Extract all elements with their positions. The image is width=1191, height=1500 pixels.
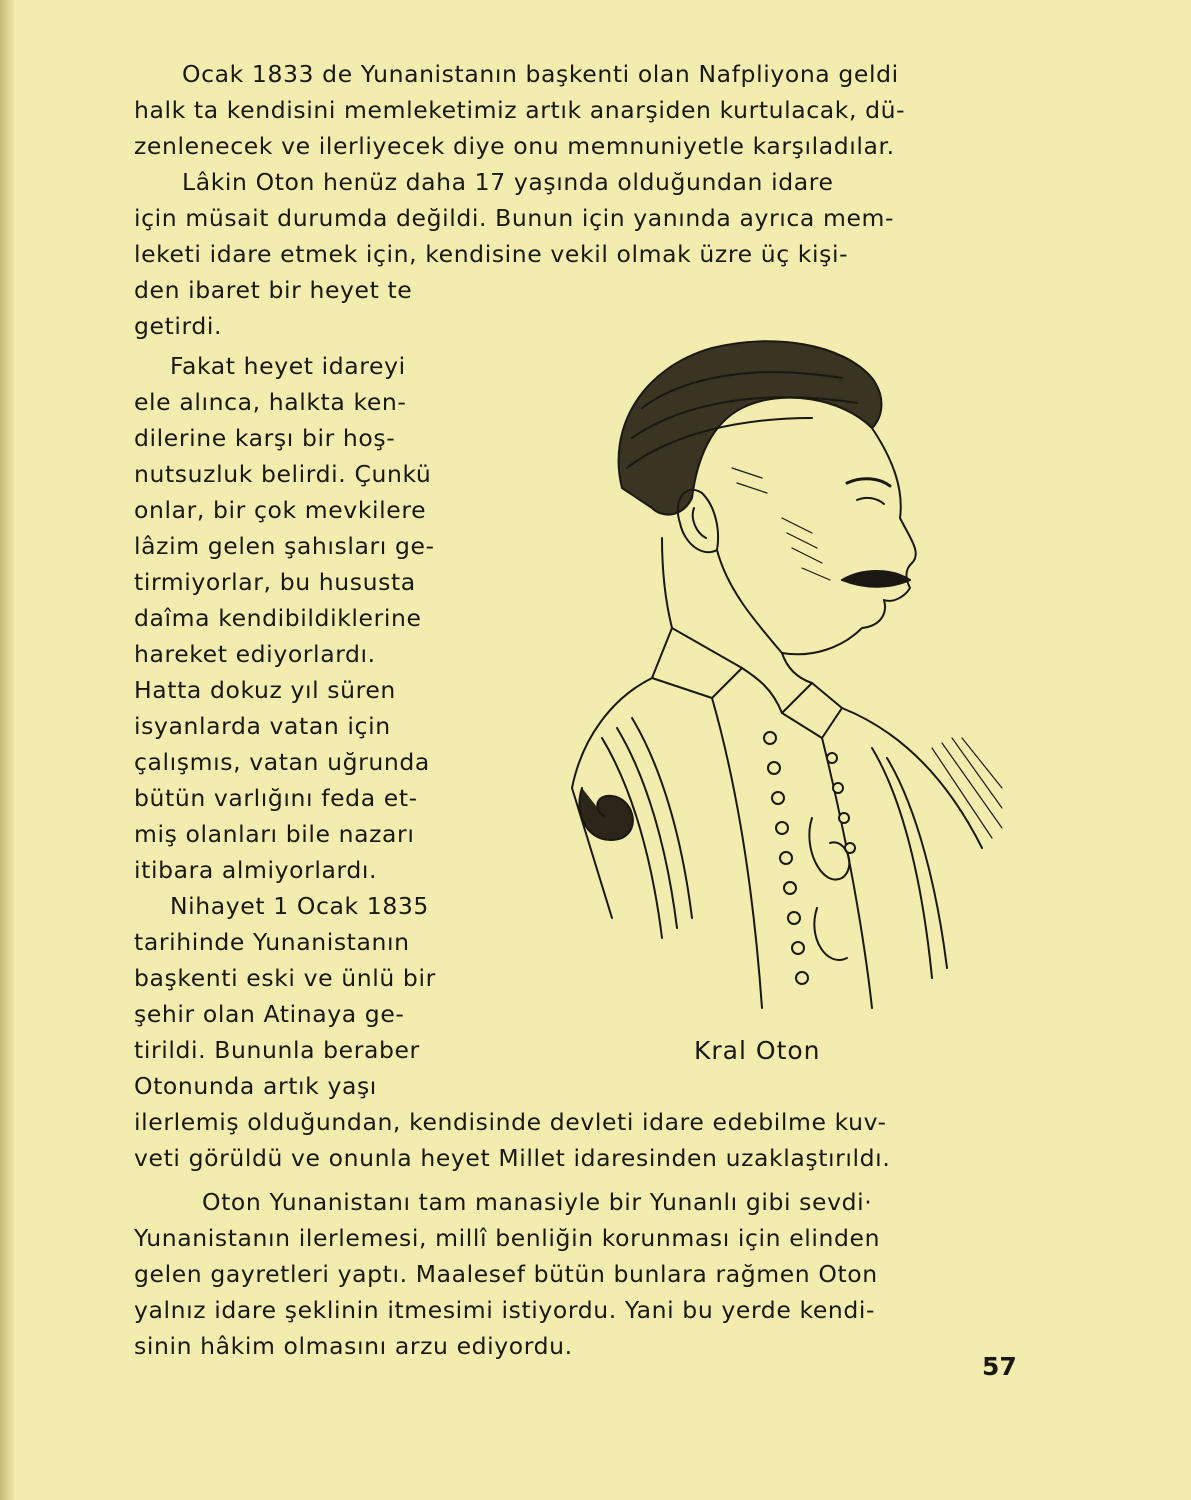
- text-line: sinin hâkim olmasını arzu ediyordu.: [134, 1332, 573, 1360]
- text-line: Oton Yunanistanı tam manasiyle bir Yunanlı gibi sevdi·: [202, 1188, 873, 1216]
- portrait-illustration: [512, 318, 1012, 1018]
- text-line: için müsait durumda değildi. Bunun için yanında ayrıca mem-: [134, 204, 895, 232]
- text-line: den ibaret bir heyet te: [134, 276, 413, 304]
- text-line: Fakat heyet idareyi: [170, 352, 406, 380]
- text-line: Ocak 1833 de Yunanistanın başkenti olan Nafpliyona geldi: [182, 60, 899, 88]
- text-line: çalışmıs, vatan uğrunda: [134, 748, 430, 776]
- text-line: leketi idare etmek için, kendisine vekil olmak üzre üç kişi-: [134, 240, 849, 268]
- text-line: nutsuzluk belirdi. Çunkü: [134, 460, 432, 488]
- paragraph-discontent: [134, 348, 468, 888]
- paragraph-conclusion: [134, 1184, 1018, 1364]
- text-line: bütün varlığını feda et-: [134, 784, 418, 812]
- text-line: tarihinde Yunanistanın: [134, 928, 410, 956]
- text-line: zenlenecek ve ilerliyecek diye onu memnuniyetle karşıladılar.: [134, 132, 895, 160]
- text-line: başkenti eski ve ünlü bir: [134, 964, 436, 992]
- text-line: ilerlemiş olduğundan, kendisinde devleti idare edebilme kuv-: [134, 1108, 887, 1136]
- text-line: ele alınca, halkta ken-: [134, 388, 407, 416]
- text-line: itibara almiyorlardı.: [134, 856, 378, 884]
- text-line: Yunanistanın ilerlemesi, millî benliğin korunması için elinden: [134, 1224, 881, 1252]
- text-line: isyanlarda vatan için: [134, 712, 391, 740]
- text-line: tirmiyorlar, bu hususta: [134, 568, 416, 596]
- text-line: veti görüldü ve onunla heyet Millet idaresinden uzaklaştırıldı.: [134, 1144, 891, 1172]
- text-line: hareket ediyorlardı.: [134, 640, 376, 668]
- text-line: Lâkin Oton henüz daha 17 yaşında olduğundan idare: [182, 168, 834, 196]
- text-line: Otonunda artık yaşı: [134, 1072, 377, 1100]
- text-line: daîma kendibildiklerine: [134, 604, 422, 632]
- paragraph-regency-end: [134, 272, 468, 344]
- text-line: dilerine karşı bir hoş-: [134, 424, 396, 452]
- text-line: yalnız idare şeklinin itmesimi istiyordu. Yani bu yerde kendi-: [134, 1296, 876, 1324]
- portrait-drawing: [512, 318, 1012, 1018]
- text-line: tirildi. Bununla beraber: [134, 1036, 420, 1064]
- text-line: getirdi.: [134, 312, 223, 340]
- text-line: Nihayet 1 Ocak 1835: [170, 892, 429, 920]
- figure-caption: Kral Oton: [694, 1036, 821, 1065]
- text-line: Hatta dokuz yıl süren: [134, 676, 396, 704]
- paragraph-intro: [134, 56, 1018, 272]
- text-line: onlar, bir çok mevkilere: [134, 496, 427, 524]
- text-line: miş olanları bile nazarı: [134, 820, 415, 848]
- text-line: şehir olan Atinaya ge-: [134, 1000, 405, 1028]
- paragraph-athens-continued: [134, 1104, 1018, 1176]
- page-number: 57: [982, 1352, 1017, 1381]
- text-line: halk ta kendisini memleketimiz artık anarşiden kurtulacak, dü-: [134, 96, 906, 124]
- page-binding-edge: [0, 0, 14, 1500]
- text-line: lâzim gelen şahısları ge-: [134, 532, 435, 560]
- paragraph-athens: [134, 888, 468, 1104]
- text-line: gelen gayretleri yaptı. Maalesef bütün bunlara rağmen Oton: [134, 1260, 878, 1288]
